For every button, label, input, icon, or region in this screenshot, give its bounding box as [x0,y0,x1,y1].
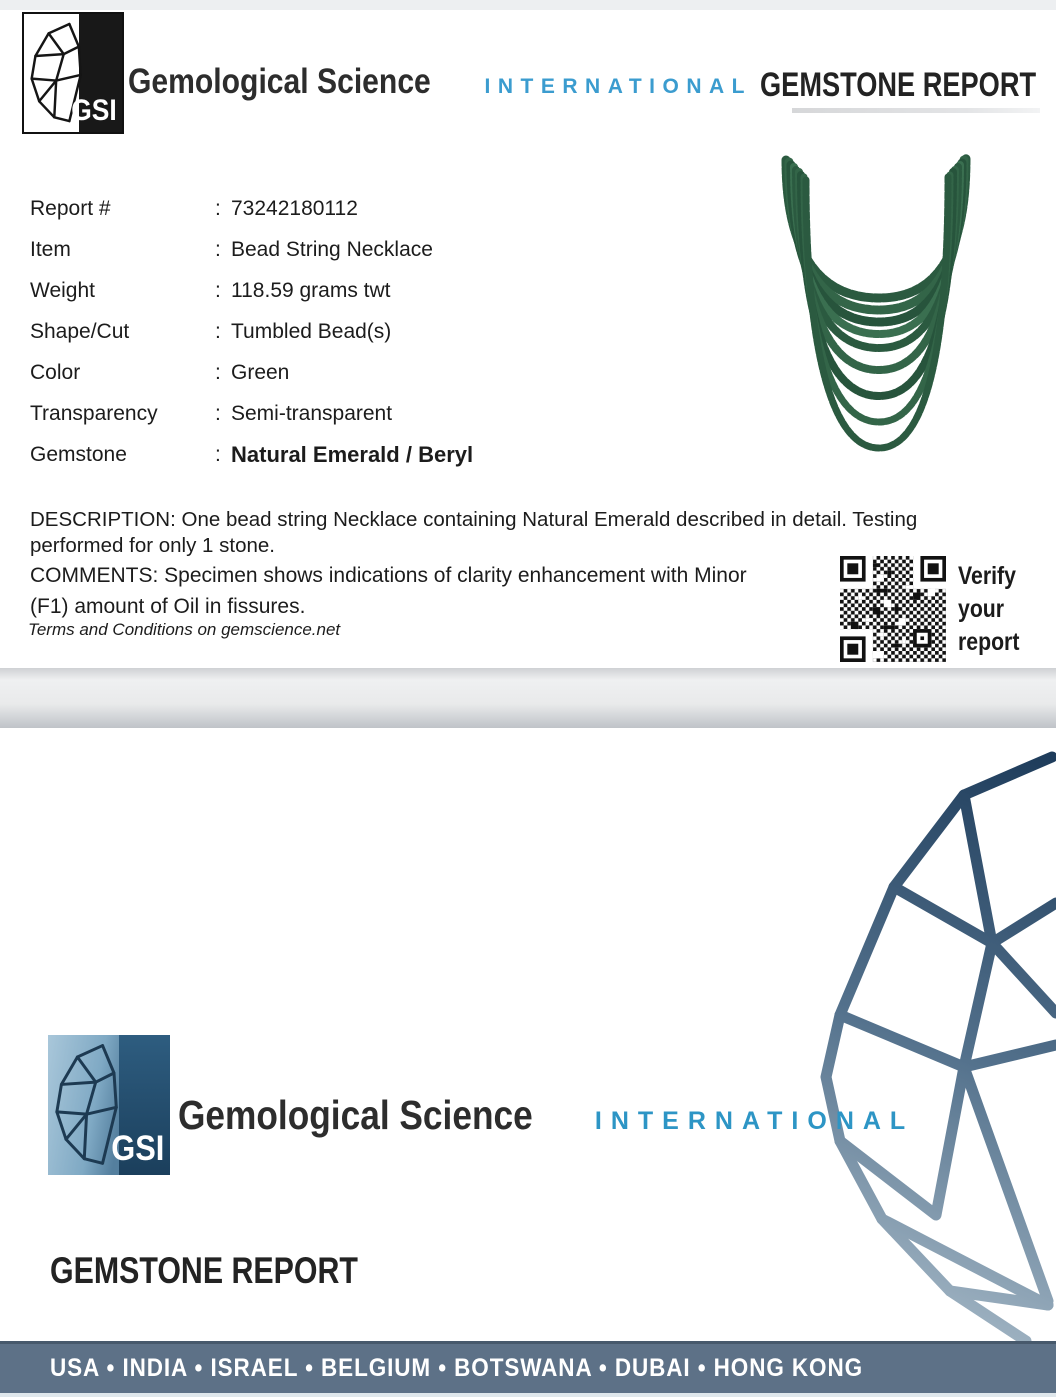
report-title: GEMSTONE REPORT [759,66,1036,104]
section-divider [0,668,1056,728]
comments-text: Specimen shows indications of clarity enhancement with Minor (F1) amount of Oil in fissures. [30,564,747,618]
brand-name: Gemological Science [128,62,431,101]
footer-locations-bar [0,1341,1056,1393]
qr-code [840,556,946,662]
brand-text [128,62,752,102]
field-report-number: Report # : 73242180112 [30,196,358,220]
field-transparency: Transparency : Semi-transparent [30,401,393,425]
verify-your-report: Verify your report [958,562,1020,656]
report-fields [30,188,473,475]
brand-international: INTERNATIONAL [484,75,752,98]
gsi-logo-cover [48,1035,170,1175]
field-weight: Weight : 118.59 grams twt [30,278,391,302]
gsi-logo [22,12,124,134]
gsi-monogram: GSI [71,94,117,127]
brand-name: Gemological Science [178,1092,533,1138]
description-label: DESCRIPTION: [30,508,176,531]
description-text: One bead string Necklace containing Natural Emerald described in detail. Testing performed for only 1 stone. [30,508,918,557]
description [30,507,980,559]
field-item: Item : Bead String Necklace [30,237,433,261]
brand-international: INTERNATIONAL [594,1107,915,1135]
comments-label: COMMENTS: [30,564,159,587]
gsi-monogram: GSI [110,1129,164,1168]
cover-report-title: GEMSTONE REPORT [50,1250,358,1291]
terms-note: Terms and Conditions on gemscience.net [28,620,341,639]
field-gemstone: Gemstone : Natural Emerald / Beryl [30,441,474,467]
diamond-watermark [816,745,1056,1345]
field-color: Color : Green [30,360,290,384]
comments [30,560,750,622]
necklace-photo [748,148,1010,466]
bottom-edge-strip [0,1393,1056,1397]
locations-list: USA • INDIA • ISRAEL • BELGIUM • BOTSWANA • DUBAI • HONG KONG [50,1354,864,1382]
title-underline [792,108,1040,113]
top-edge-strip [0,0,1056,10]
brand-text-cover [178,1092,914,1139]
field-shape-cut: Shape/Cut : Tumbled Bead(s) [30,319,392,343]
